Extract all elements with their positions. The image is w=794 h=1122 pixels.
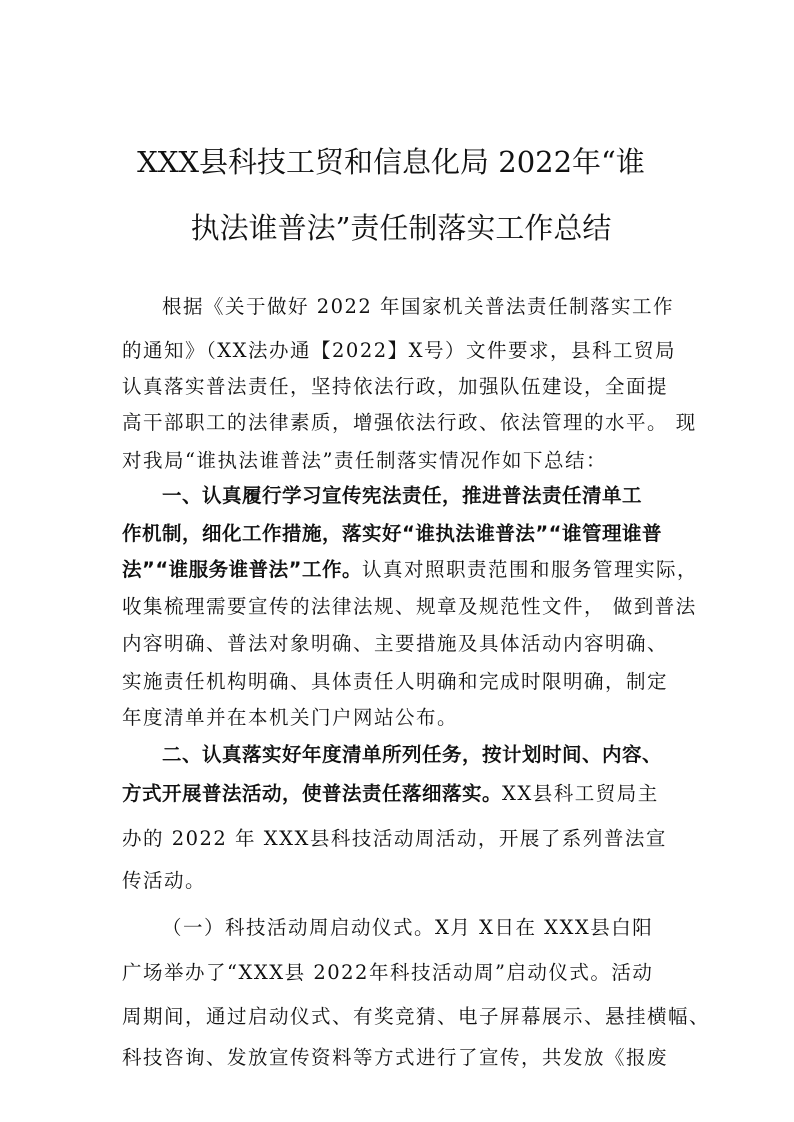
paragraph-line [162, 741, 662, 769]
line-text: 内容明确、普法对象明确、主要措施及具体活动内容明确、 [122, 632, 669, 655]
paragraph-line [162, 914, 653, 942]
section-heading-text: 作机制，细化工作措施，落实好“谁执法谁普法”“谁管理谁普 [122, 522, 662, 545]
line-text: 科技咨询、发放宣传资料等方式进行了宣传，共发放《报废 [122, 1046, 669, 1069]
line-text: 认真对照职责范围和服务管理实际， [361, 558, 698, 581]
line-text: 实施责任机构明确、具体责任人明确和完成时限明确，制定 [122, 670, 669, 693]
section-heading-text: 二、认真落实好年度清单所列任务，按计划时间、内容、 [162, 743, 663, 766]
paragraph-line [122, 780, 659, 808]
paragraph-line [122, 409, 697, 437]
line-text: 认真落实普法责任，坚持依法行政，加强队伍建设，全面提 [122, 375, 669, 398]
paragraph-line [122, 447, 607, 475]
paragraph-line [122, 959, 653, 987]
line-text: 广场举办了“XXX县 2022年科技活动周”启动仪式。活动 [122, 961, 654, 984]
line-text: 的通知》（XX法办通【2022】X号）文件要求，县科工贸局 [122, 339, 677, 362]
line-text: 对我局“谁执法谁普法”责任制落实情况作如下总结： [122, 449, 607, 472]
paragraph-line [122, 556, 698, 584]
section-heading-text: 方式开展普法活动，使普法责任落细落实。 [122, 782, 503, 805]
paragraph-line [162, 482, 642, 510]
paragraph-line [122, 1003, 710, 1031]
document-title-line-2: 执法谁普法”责任制落实工作总结 [190, 211, 612, 245]
document-title-line-1: XXX县科技工贸和信息化局 2022年“谁 [137, 145, 645, 179]
paragraph-line [122, 704, 458, 732]
paragraph-line [122, 825, 667, 853]
paragraph-line [122, 593, 697, 621]
paragraph-line [162, 293, 674, 321]
line-text: 根据《关于做好 2022 年国家机关普法责任制落实工作 [162, 295, 675, 318]
line-text: （一）科技活动周启动仪式。X月 X日在 XXX县白阳 [162, 916, 654, 939]
line-text: XX县科工贸局主 [502, 782, 659, 805]
paragraph-line [122, 373, 668, 401]
line-text: 年度清单并在本机关门户网站公布。 [122, 706, 459, 729]
section-heading-text: 一、认真履行学习宣传宪法责任，推进普法责任清单工 [162, 484, 643, 507]
paragraph-line [122, 520, 662, 548]
paragraph-line [122, 630, 668, 658]
paragraph-line [122, 867, 206, 895]
line-text: 办的 2022 年 XXX县科技活动周活动，开展了系列普法宣 [122, 827, 667, 850]
paragraph-line [122, 1044, 668, 1072]
line-text: 传活动。 [122, 869, 207, 892]
paragraph-line [122, 668, 668, 696]
paragraph-line [122, 337, 676, 365]
line-text: 高干部职工的法律素质，增强依法行政、依法管理的水平。 现 [122, 411, 697, 434]
section-heading-text: 法”“谁服务谁普法”工作。 [122, 558, 362, 581]
line-text: 周期间，通过启动仪式、有奖竞猜、电子屏幕展示、悬挂横幅、 [122, 1005, 711, 1028]
line-text: 收集梳理需要宣传的法律法规、规章及规范性文件， 做到普法 [122, 595, 697, 618]
